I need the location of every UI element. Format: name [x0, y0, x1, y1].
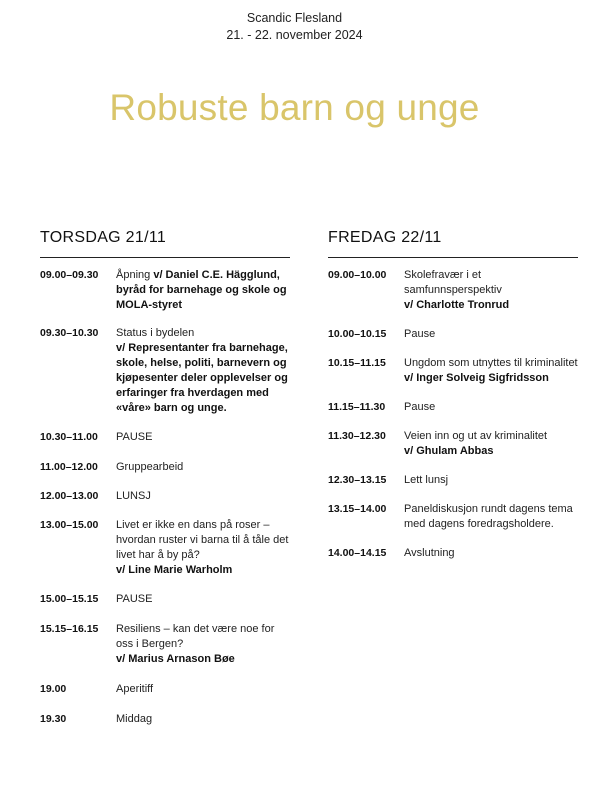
agenda-time: 13.00–15.00 — [40, 519, 99, 531]
agenda-text: Veien inn og ut av kriminalitet — [404, 430, 548, 442]
agenda-item — [40, 682, 290, 697]
event-header — [0, 10, 589, 44]
agenda-text: Lett lunsj — [404, 474, 449, 486]
agenda-description — [404, 429, 578, 459]
agenda-text: Aperitiff — [116, 683, 154, 695]
agenda-time: 09.00–10.00 — [328, 269, 387, 281]
agenda-description — [404, 356, 578, 386]
day-heading-thursday: TORSDAG 21/11 — [40, 227, 290, 258]
agenda-speaker: v/ Representanter fra barnehage, skole, helse, politi, barnevern og kjøpesenter deler opplevelser og erfaringer fra hverdagen med «våre» barn og unge. — [116, 342, 288, 414]
agenda-text: Pause — [404, 401, 436, 413]
agenda-description — [116, 518, 290, 578]
page-title: Robuste barn og unge — [109, 87, 480, 128]
agenda-item — [328, 502, 578, 532]
agenda-speaker: v/ Ghulam Abbas — [404, 445, 494, 457]
agenda-time: 19.30 — [40, 713, 67, 725]
agenda-text: PAUSE — [116, 593, 153, 605]
thursday-column — [40, 227, 290, 727]
agenda-text: Middag — [116, 713, 153, 725]
agenda-text: Paneldiskusjon rundt dagens tema med dagens foredragsholdere. — [404, 503, 573, 530]
agenda-time: 19.00 — [40, 683, 67, 695]
agenda-time: 09.30–10.30 — [40, 327, 99, 339]
agenda-item — [40, 592, 290, 607]
agenda-text: Pause — [404, 328, 436, 340]
event-dates: 21. - 22. november 2024 — [226, 28, 363, 42]
agenda-item — [40, 268, 290, 313]
friday-column — [328, 227, 578, 561]
agenda-item — [40, 460, 290, 475]
agenda-time: 12.00–13.00 — [40, 490, 99, 502]
agenda-speaker: v/ Daniel C.E. Hägglund, byråd for barnehage og skole og MOLA-styret — [116, 269, 287, 311]
agenda-item — [328, 429, 578, 459]
agenda-time: 15.15–16.15 — [40, 623, 99, 635]
agenda-item — [328, 327, 578, 342]
agenda-text: Avslutning — [404, 547, 455, 559]
agenda-time: 12.30–13.15 — [328, 474, 387, 486]
agenda-item — [40, 489, 290, 504]
agenda-text: Livet er ikke en dans på roser – hvordan ruster vi barna til å tåle det livet har å by på? — [116, 519, 289, 561]
agenda-time: 14.00–14.15 — [328, 547, 387, 559]
agenda-text: Åpning — [116, 269, 151, 281]
agenda-item — [328, 400, 578, 415]
agenda-text: Ungdom som utnyttes til kriminalitet — [404, 357, 578, 369]
agenda-speaker: v/ Line Marie Warholm — [116, 564, 233, 576]
agenda-time: 11.30–12.30 — [328, 430, 386, 442]
agenda-text: Status i bydelen — [116, 327, 195, 339]
day-heading-friday: FREDAG 22/11 — [328, 227, 578, 258]
agenda-item — [40, 326, 290, 416]
agenda-item — [328, 268, 578, 313]
agenda-text: Gruppearbeid — [116, 461, 184, 473]
agenda-item — [328, 356, 578, 386]
agenda-description — [404, 268, 578, 313]
agenda-description — [116, 326, 290, 416]
agenda-speaker: v/ Charlotte Tronrud — [404, 299, 510, 311]
agenda-time: 11.00–12.00 — [40, 461, 98, 473]
agenda-item — [40, 430, 290, 445]
agenda-speaker: v/ Inger Solveig Sigfridsson — [404, 372, 549, 384]
agenda-time: 15.00–15.15 — [40, 593, 99, 605]
agenda-text: Skolefravær i et samfunnsperspektiv — [404, 269, 502, 296]
agenda-time: 10.30–11.00 — [40, 431, 98, 443]
agenda-item — [328, 473, 578, 488]
venue-text: Scandic Flesland — [246, 11, 343, 25]
agenda-time: 09.00–09.30 — [40, 269, 99, 281]
agenda-text: PAUSE — [116, 431, 153, 443]
agenda-item — [40, 712, 290, 727]
agenda-text: Resiliens – kan det være noe for oss i Bergen? — [116, 623, 275, 650]
agenda-text: LUNSJ — [116, 490, 151, 502]
agenda-time: 11.15–11.30 — [328, 401, 386, 413]
agenda-description — [116, 268, 290, 313]
agenda-time: 10.00–10.15 — [328, 328, 387, 340]
agenda-item — [328, 546, 578, 561]
agenda-description — [116, 622, 290, 667]
agenda-time: 13.15–14.00 — [328, 503, 387, 515]
agenda-speaker: v/ Marius Arnason Bøe — [116, 653, 235, 665]
agenda-time: 10.15–11.15 — [328, 357, 386, 369]
agenda-item — [40, 622, 290, 667]
agenda-item — [40, 518, 290, 578]
